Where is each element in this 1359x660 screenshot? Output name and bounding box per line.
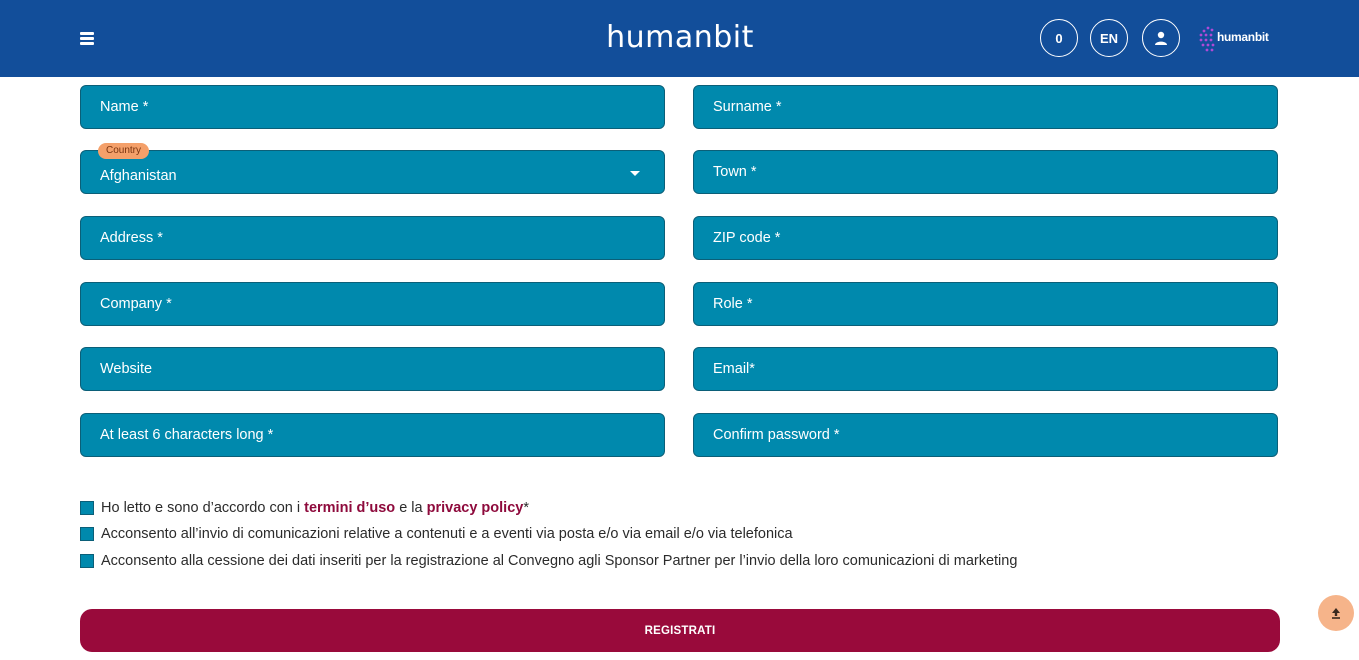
surname-input[interactable] (694, 86, 1277, 128)
password-field[interactable] (80, 413, 665, 457)
humanbit-logo[interactable] (1198, 25, 1282, 53)
sponsors-consent-label: Acconsento alla cessione dei dati inseriti per la registrazione al Convegno agli Sponsor Partner per l’invio della loro comunicazioni di marketing (101, 553, 1018, 569)
zip-field[interactable] (693, 216, 1278, 260)
sponsors-consent-row (80, 552, 1017, 570)
brand-title[interactable]: humanbit (606, 20, 754, 55)
terms-prefix: Ho letto e sono d’accordo con i (101, 500, 305, 516)
company-field[interactable] (80, 282, 665, 326)
name-field[interactable] (80, 85, 665, 129)
back-to-top-button[interactable] (1318, 595, 1354, 631)
surname-field[interactable] (693, 85, 1278, 129)
chevron-down-icon (630, 171, 640, 176)
hamburger-icon[interactable] (80, 31, 94, 45)
terms-link[interactable]: termini d’uso (304, 500, 396, 516)
town-field[interactable] (693, 150, 1278, 194)
email-field[interactable] (693, 347, 1278, 391)
language-button[interactable]: EN (1090, 19, 1128, 57)
zip-input[interactable] (694, 217, 1277, 259)
terms-checkbox[interactable] (80, 501, 94, 515)
website-input[interactable] (81, 348, 664, 390)
confirm-password-field[interactable] (693, 413, 1278, 457)
email-input[interactable] (694, 348, 1277, 390)
country-label: Country (98, 143, 149, 159)
role-field[interactable] (693, 282, 1278, 326)
terms-consent-row (80, 499, 529, 517)
top-navbar (0, 0, 1359, 77)
communications-checkbox[interactable] (80, 527, 94, 541)
website-field[interactable] (80, 347, 665, 391)
communications-consent-label: Acconsento all’invio di comunicazioni relative a contenuti e a eventi via posta e/o via email e/o via telefonica (101, 526, 793, 542)
address-input[interactable] (81, 217, 664, 259)
register-button[interactable]: REGISTRATI (80, 609, 1280, 652)
user-account-button[interactable] (1142, 19, 1180, 57)
privacy-policy-link[interactable]: privacy policy (426, 500, 524, 516)
town-input[interactable] (694, 151, 1277, 193)
address-field[interactable] (80, 216, 665, 260)
name-input[interactable] (81, 86, 664, 128)
country-select[interactable] (80, 150, 665, 194)
sponsors-checkbox[interactable] (80, 554, 94, 568)
user-icon (1154, 31, 1168, 45)
password-input[interactable] (81, 414, 664, 456)
cart-count-button[interactable]: 0 (1040, 19, 1078, 57)
country-selected-value: Afghanistan (100, 168, 177, 184)
role-input[interactable] (694, 283, 1277, 325)
logo-text: humanbit (1217, 30, 1269, 44)
confirm-password-input[interactable] (694, 414, 1277, 456)
arrow-up-icon (1330, 607, 1342, 619)
company-input[interactable] (81, 283, 664, 325)
terms-mid: e la (395, 500, 427, 516)
terms-required-mark: * (523, 500, 529, 516)
communications-consent-row (80, 525, 793, 543)
